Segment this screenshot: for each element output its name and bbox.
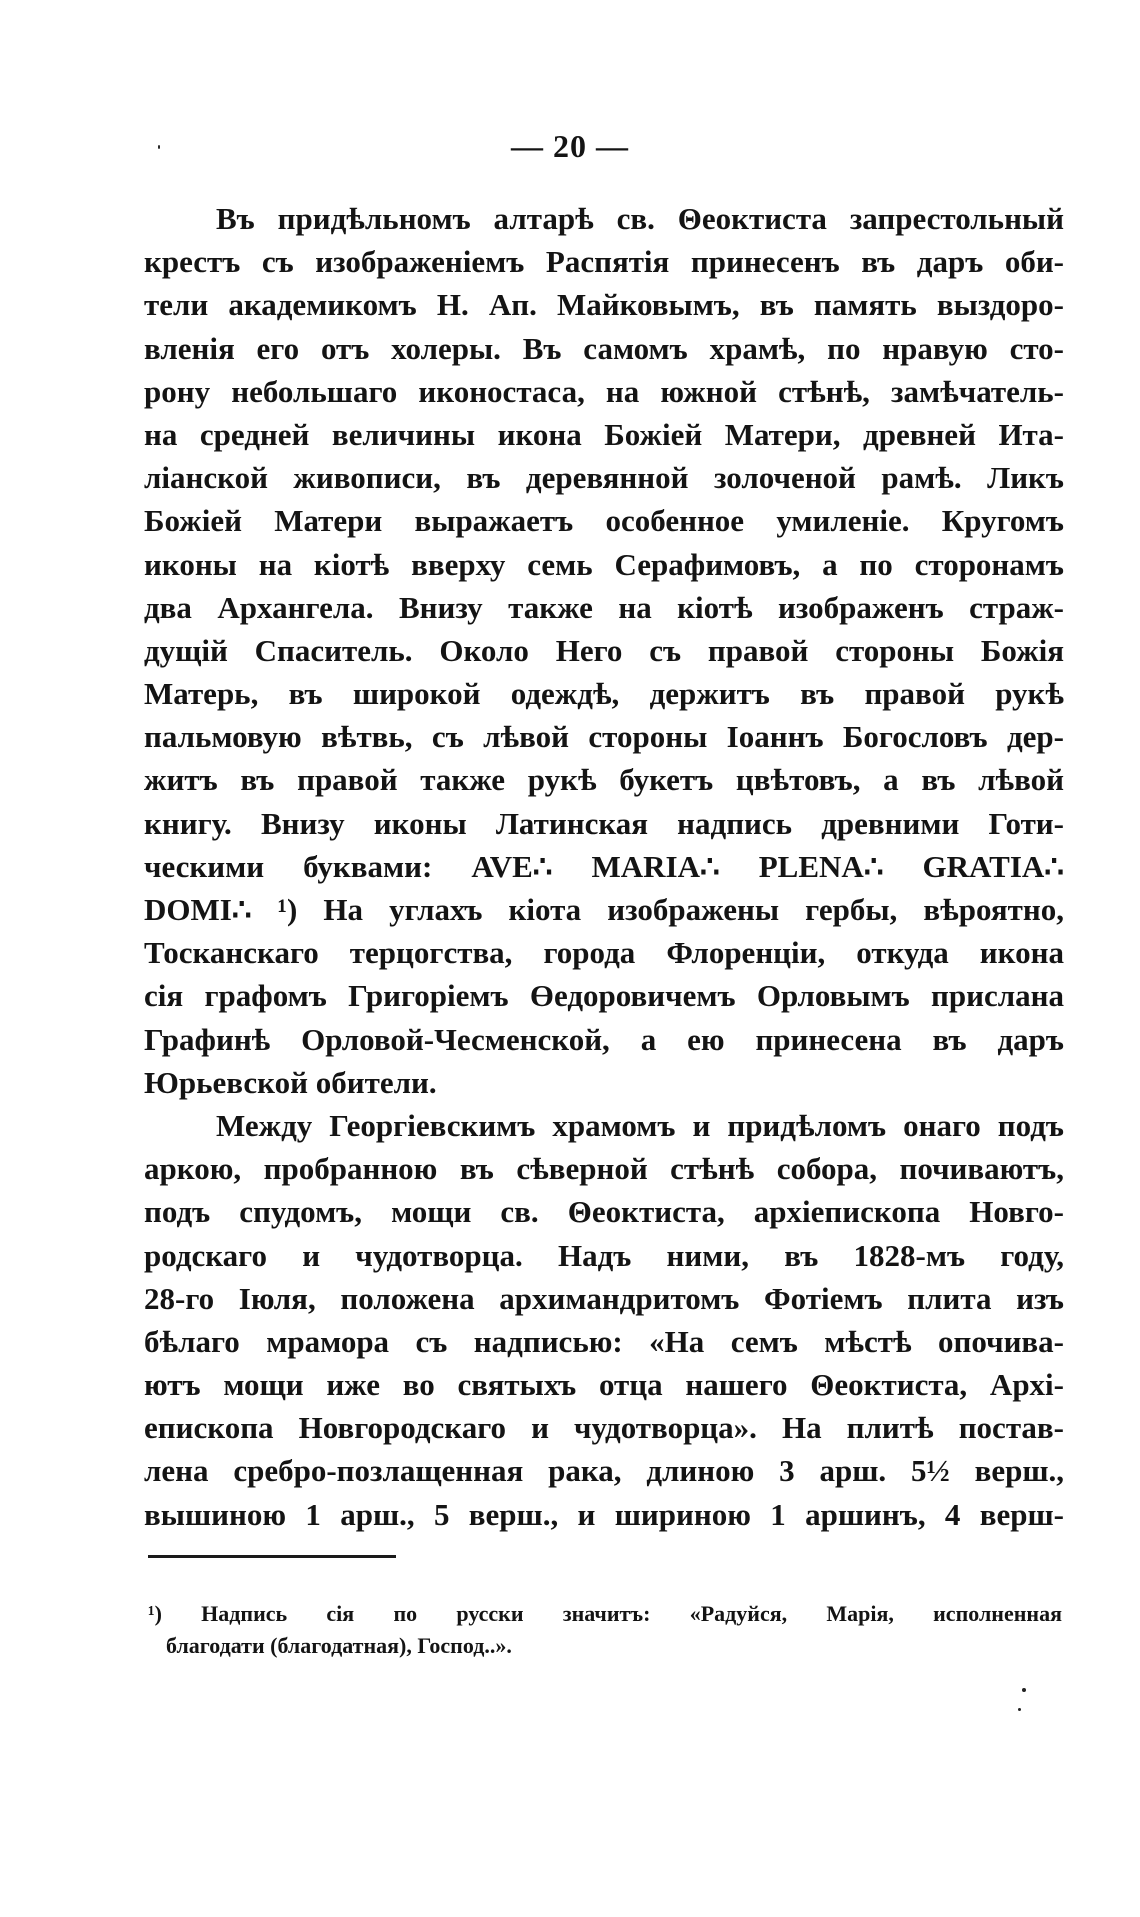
footnote-line: благодати (благодатная), Господ..».	[166, 1633, 512, 1658]
text-line: Тосканскаго терцогства, города Флоренціи, откуда икона	[144, 935, 1064, 971]
text-line: Божіей Матери выражаетъ особенное умиленіе. Кругомъ	[144, 503, 1064, 539]
text-line: епископа Новгородскаго и чудотворца». На плитѣ постав-	[144, 1410, 1064, 1446]
text-line: DOMI∴ ¹) На углахъ кіота изображены гербы, вѣроятно,	[144, 892, 1064, 927]
text-line: Юрьевской обители.	[144, 1064, 437, 1100]
text-line: вленія его отъ холеры. Въ самомъ храмѣ, по нравую сто-	[144, 330, 1064, 366]
footnote-rule	[148, 1555, 396, 1558]
text-line: родскаго и чудотворца. Надъ ними, въ 1828-мъ году,	[144, 1237, 1064, 1273]
text-line: крестъ съ изображеніемъ Распятія принесенъ въ даръ оби-	[144, 244, 1064, 280]
ink-speck	[1018, 1708, 1021, 1711]
text-line: Между Георгіевскимъ храмомъ и придѣломъ онаго подъ	[216, 1107, 1064, 1143]
text-line: Матерь, въ широкой одеждѣ, держитъ въ правой рукѣ	[144, 676, 1064, 712]
text-line: ютъ мощи иже во святыхъ отца нашего Θеоктиста, Архі-	[144, 1367, 1064, 1403]
text-line: вышиною 1 арш., 5 верш., и шириною 1 аршинъ, 4 верш-	[144, 1496, 1064, 1532]
footnote-line: ¹) Надпись сія по русски значитъ: «Радуйся, Марія, исполненная	[148, 1601, 1062, 1626]
footnote	[148, 1598, 1062, 1662]
text-line: сія графомъ Григоріемъ Өедоровичемъ Орловымъ прислана	[144, 978, 1064, 1014]
text-line: на средней величины икона Божіей Матери, древней Ита-	[144, 416, 1064, 452]
text-line: тели академикомъ Н. Ап. Майковымъ, въ память выздоро-	[144, 287, 1064, 323]
text-line: ческими буквами: AVE∴ MARIA∴ PLENA∴ GRATIA∴	[144, 848, 1064, 884]
text-line: Въ придѣльномъ алтарѣ св. Θеоктиста запрестольный	[216, 201, 1064, 236]
text-line: аркою, пробранною въ сѣверной стѣнѣ собора, почиваютъ,	[144, 1151, 1064, 1187]
text-line: дущій Спаситель. Около Него съ правой стороны Божія	[144, 632, 1064, 668]
page-number: — 20 —	[511, 128, 629, 164]
text-line: подъ спудомъ, мощи св. Θеоктиста, архіепископа Новго-	[144, 1194, 1064, 1230]
text-line: ліанской живописи, въ деревянной золоченой рамѣ. Ликъ	[144, 460, 1064, 496]
text-line: иконы на кіотѣ вверху семь Серафимовъ, а по сторонамъ	[144, 546, 1064, 582]
text-line: 28-го Іюля, положена архимандритомъ Фотіемъ плита изъ	[144, 1280, 1064, 1316]
body-text	[144, 197, 1064, 1536]
text-line: книгу. Внизу иконы Латинская надпись древними Готи-	[144, 805, 1064, 841]
text-line: бѣлаго мрамора съ надписью: «На семъ мѣстѣ опочива-	[144, 1323, 1064, 1359]
text-line: рону небольшаго иконостаса, на южной стѣнѣ, замѣчатель-	[144, 373, 1064, 409]
ink-speck	[1022, 1688, 1026, 1692]
text-line: житъ въ правой также рукѣ букетъ цвѣтовъ, а въ лѣвой	[144, 762, 1064, 798]
text-line: пальмовую вѣтвь, съ лѣвой стороны Іоаннъ Богословъ дер-	[144, 719, 1064, 755]
text-line: лена сребро-позлащенная рака, длиною 3 арш. 5½ верш.,	[144, 1453, 1064, 1489]
text-line: Графинѣ Орловой-Чесменской, а ею принесена въ даръ	[144, 1021, 1064, 1057]
text-line: два Архангела. Внизу также на кіотѣ изображенъ страж-	[144, 589, 1064, 625]
ink-speck	[158, 145, 160, 149]
